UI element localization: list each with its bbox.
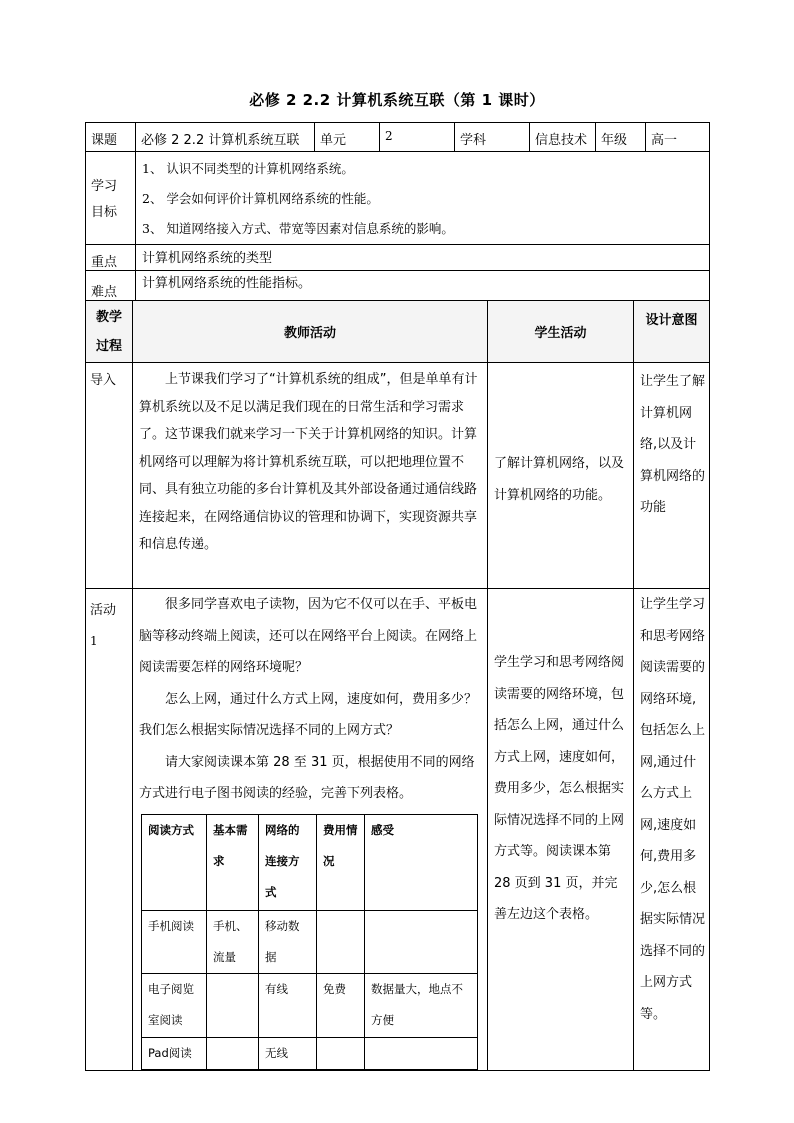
lesson-header-table — [85, 122, 710, 301]
reading-table-cell: Pad阅读 — [142, 1037, 207, 1069]
activity1-teacher-activity — [133, 589, 488, 1071]
reading-table-cell: 移动数据 — [259, 910, 317, 973]
reading-table-cell — [317, 1037, 365, 1069]
topic-label: 课题 — [86, 123, 136, 152]
reading-table-header: 费用情况 — [317, 814, 365, 910]
process-column-header — [86, 301, 133, 363]
student-activity-header: 学生活动 — [488, 301, 634, 363]
reading-table-cell: 电子阅览室阅读 — [142, 973, 207, 1037]
activity1-label-line2: 1 — [90, 634, 98, 648]
reading-table-cell: 手机阅读 — [142, 910, 207, 973]
activity1-teacher-para1: 很多同学喜欢电子读物，因为它不仅可以在手、平板电脑等移动终端上阅读，还可以在网络平台上阅读。在网络上阅读需要怎样的网络环境呢？ — [139, 597, 478, 675]
intro-teacher-text: 上节课我们学习了“计算机系统的组成”，但是单单有计算机系统以及不足以满足我们现在的日常生活和学习需求了。这节课我们就来学习一下关于计算机网络的知识。计算机网络可以理解为将计算机系统互联，可以把地理位置不同、具有独立功能的多台计算机及其外部设备通过通信线路连接起来，在网络通信协议的管理和协调下，实现资源共享和信息传递。 — [139, 372, 478, 552]
reading-table-header-row — [142, 814, 478, 910]
grade-label: 年级 — [596, 123, 646, 152]
goals-row — [86, 152, 710, 245]
reading-table-row — [142, 973, 478, 1037]
teacher-activity-header: 教师活动 — [133, 301, 488, 363]
grade-value: 高一 — [646, 123, 710, 152]
intro-teacher-activity — [133, 363, 488, 589]
activity1-row — [86, 589, 710, 1071]
process-header-line2: 过程 — [95, 338, 122, 354]
goals-label-line1: 学习 — [91, 179, 118, 194]
activity1-student-text: 学生学习和思考网络阅读需要的网络环境，包括怎么上网，通过什么方式上网，速度如何，费用多少，怎么根据实际情况选择不同的上网方式等。阅读课本第 28 页到 31 页，并完善左边这个表格。 — [494, 655, 625, 922]
intro-row — [86, 363, 710, 589]
reading-table-header: 阅读方式 — [142, 814, 207, 910]
reading-table-header: 感受 — [365, 814, 478, 910]
reading-table-cell: 免费 — [317, 973, 365, 1037]
subject-label: 学科 — [455, 123, 530, 152]
key-point-row — [86, 245, 710, 271]
reading-table-cell: 有线 — [259, 973, 317, 1037]
activity1-design-text: 让学生学习和思考网络阅读需要的网络环境,包括怎么上网,通过什么方式上网,速度如何,费用多少,怎么根据实际情况选择不同的上网方式等。 — [640, 597, 706, 1022]
goal-item: 1、 认识不同类型的计算机网络系统。 — [142, 161, 354, 176]
topic-row — [86, 123, 710, 152]
goal-item: 2、 学会如何评价计算机网络系统的性能。 — [142, 191, 379, 206]
goal-item: 3、 知道网络接入方式、带宽等因素对信息系统的影响。 — [142, 221, 454, 236]
reading-table-cell — [317, 910, 365, 973]
document-title: 必修 2 2.2 计算机系统互联（第 1 课时） — [249, 91, 545, 109]
intro-design-text: 让学生了解计算机网络,以及计算机网络的功能 — [640, 374, 706, 515]
activity1-design-intent — [634, 589, 710, 1071]
unit-value: 2 — [380, 123, 455, 152]
process-header-line1: 教学 — [95, 309, 122, 325]
reading-table-header: 网络的连接方式 — [259, 814, 317, 910]
process-header-row — [86, 301, 710, 363]
difficult-point-label: 难点 — [86, 271, 136, 301]
difficult-point-row — [86, 271, 710, 301]
intro-design-intent — [634, 363, 710, 589]
unit-label: 单元 — [315, 123, 380, 152]
reading-table-cell — [207, 1037, 259, 1069]
teaching-process-table — [85, 300, 710, 1071]
design-intent-header: 设计意图 — [634, 301, 710, 363]
reading-table-cell: 数据量大，地点不方便 — [365, 973, 478, 1037]
reading-table-row — [142, 1037, 478, 1069]
goals-label-line2: 目标 — [91, 205, 118, 220]
reading-table-cell: 无线 — [259, 1037, 317, 1069]
reading-table-cell — [207, 973, 259, 1037]
activity1-teacher-para3: 请大家阅读课本第 28 至 31 页，根据使用不同的网络方式进行电子图书阅读的经验，完善下列表格。 — [139, 754, 475, 801]
goals-content — [136, 152, 710, 245]
reading-table-row — [142, 910, 478, 973]
topic-value: 必修 2 2.2 计算机系统互联 — [136, 123, 315, 152]
activity1-teacher-para2: 怎么上网，通过什么方式上网，速度如何，费用多少？我们怎么根据实际情况选择不同的上网方式？ — [139, 691, 478, 738]
activity1-label-line1: 活动 — [90, 603, 117, 618]
goals-label — [86, 152, 136, 245]
reading-table-cell — [365, 910, 478, 973]
reading-table-cell — [365, 1037, 478, 1069]
activity1-student-activity — [488, 589, 634, 1071]
subject-value: 信息技术 — [530, 123, 596, 152]
difficult-point-value: 计算机网络系统的性能指标。 — [136, 271, 710, 301]
reading-method-table — [141, 814, 478, 1070]
intro-student-activity — [488, 363, 634, 589]
key-point-value: 计算机网络系统的类型 — [136, 245, 710, 271]
intro-label: 导入 — [86, 363, 133, 589]
reading-table-header: 基本需求 — [207, 814, 259, 910]
intro-student-text: 了解计算机网络，以及计算机网络的功能。 — [494, 456, 625, 503]
key-point-label: 重点 — [86, 245, 136, 271]
activity1-label — [86, 589, 133, 1071]
reading-table-cell: 手机、流量 — [207, 910, 259, 973]
